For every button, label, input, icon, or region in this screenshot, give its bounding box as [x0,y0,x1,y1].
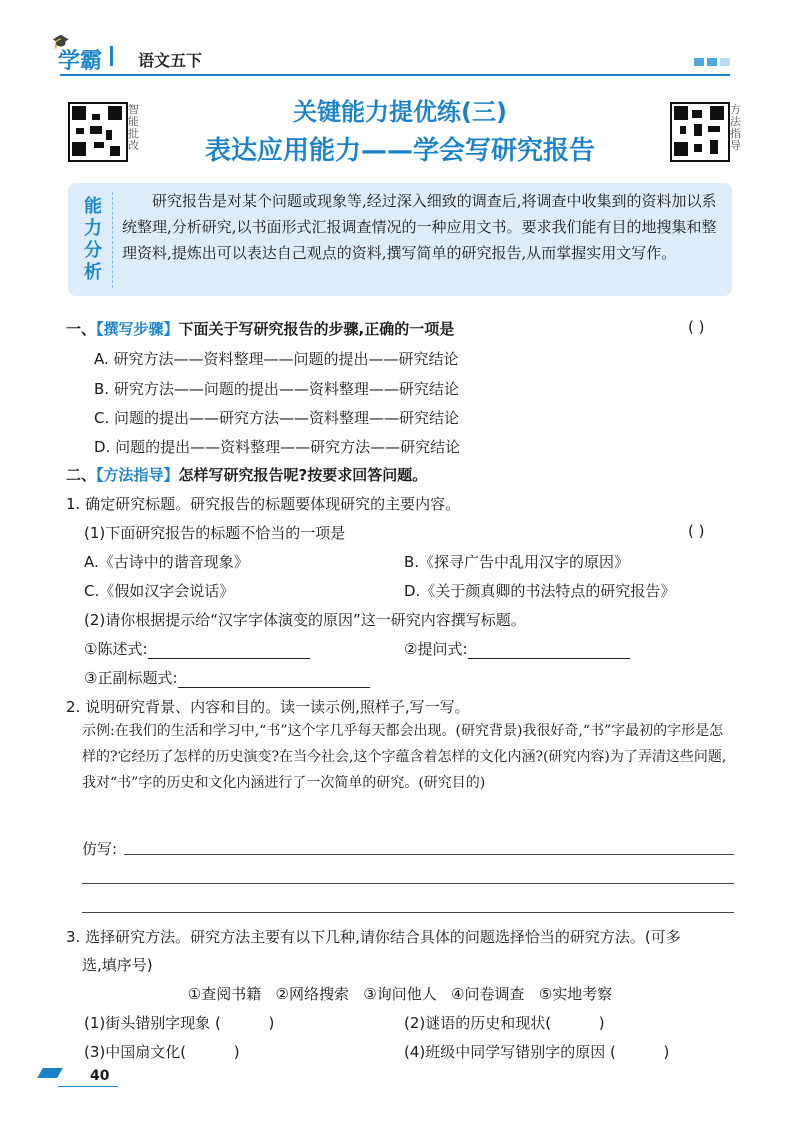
option-b[interactable]: B.《探寻广告中乱用汉字的原因》 [404,553,630,571]
method-item-1[interactable]: (1)街头错别字现象 ( ) [84,1014,275,1032]
option-c[interactable]: C.《假如汉字会说话》 [84,582,235,600]
footer-rule [58,1086,118,1087]
question-1-stem: 一、【撰写步骤】下面关于写研究报告的步骤,正确的一项是 [66,320,455,338]
example-paragraph: 示例:在我们的生活和学习中,“书”这个字几乎每天都会出现。(研究背景)我很好奇,“书”字最初的字形是怎样的?它经历了怎样的历史演变?在当今社会,这个字蕴含着怎样的文化内涵?(研究内容)为了弄清这些问题,我对“书”字的历史和文化内涵进行了一次简单的研究。(研究目的) [82,723,727,791]
option-a[interactable]: A.《古诗中的谐音现象》 [84,553,249,571]
page-title: 关键能力提优练(三) [293,98,507,126]
ability-analysis-text: 研究报告是对某个问题或现象等,经过深入细致的调查后,将调查中收集到的资料加以系统整理,分析研究,以书面形式汇报调查情况的一种应用文书。要求我们能有目的地搜集和整理资料,提炼出可以表达自己观点的资料,撰写简单的研究报告,从而掌握实用文写作。 [122,192,717,262]
method-item-4[interactable]: (4)班级中同学写错别字的原因 ( ) [404,1043,670,1061]
question-2-stem: 二、【方法指导】怎样写研究报告呢?按要求回答问题。 [66,466,428,484]
header-rule [60,74,730,76]
subquestion-1-2: (2)请你根据提示给“汉字字体演变的原因”这一研究内容撰写标题。 [84,611,526,629]
page-subtitle: 表达应用能力——学会写研究报告 [204,136,595,166]
subquestion-3-title: 3. 选择研究方法。研究方法主要有以下几种,请你结合具体的问题选择恰当的研究方法。(可多 [66,928,681,946]
graduation-cap-icon: 🎓 [52,34,70,50]
answer-paren[interactable]: ( ) [688,522,705,540]
writing-line[interactable] [124,854,734,855]
header-decoration [694,58,704,66]
subquestion-3-title-cont: 选,填序号) [82,956,153,974]
subject-label: 语文五下 [138,51,203,70]
method-item-3[interactable]: (3)中国扇文化( ) [84,1043,240,1061]
brand-divider [110,46,113,66]
option-b[interactable]: B. 研究方法——问题的提出——资料整理——研究结论 [94,380,459,398]
main-subtitle-field[interactable]: ③正副标题式: [84,667,370,688]
writing-line[interactable] [82,912,734,913]
option-d[interactable]: D.《关于颜真卿的书法特点的研究报告》 [404,582,676,600]
qr-left-label: 智能批改 [128,103,139,152]
option-d[interactable]: D. 问题的提出——资料整理——研究方法——研究结论 [94,438,461,456]
subquestion-1-title: 1. 确定研究标题。研究报告的标题要体现研究的主要内容。 [66,495,461,513]
question-title-field[interactable]: ②提问式: [404,638,630,659]
brand-logo [52,34,128,74]
subquestion-2-title: 2. 说明研究背景、内容和目的。读一读示例,照样子,写一写。 [66,698,470,716]
method-item-2[interactable]: (2)谜语的历史和现状( ) [404,1014,605,1032]
subquestion-1-1: (1)下面研究报告的标题不恰当的一项是 [84,524,346,542]
header-decoration [707,58,717,66]
writing-line[interactable] [82,883,734,884]
option-a[interactable]: A. 研究方法——资料整理——问题的提出——研究结论 [94,350,459,368]
answer-paren[interactable]: ( ) [688,318,705,336]
option-c[interactable]: C. 问题的提出——研究方法——资料整理——研究结论 [94,409,460,427]
ability-analysis-tag: 能力分析 [84,196,102,283]
qr-right-label: 方法指导 [730,103,741,152]
analysis-divider [112,192,113,288]
brand-name: 学霸 [58,49,103,74]
imitate-label: 仿写: [82,840,118,858]
statement-title-field[interactable]: ①陈述式: [84,638,310,659]
header-decoration [720,58,730,66]
page-number: 40 [90,1068,110,1084]
pen-stroke-icon [37,1068,63,1078]
method-list: ①查阅书籍 ②网络搜索 ③询问他人 ④问卷调查 ⑤实地考察 [187,985,613,1003]
